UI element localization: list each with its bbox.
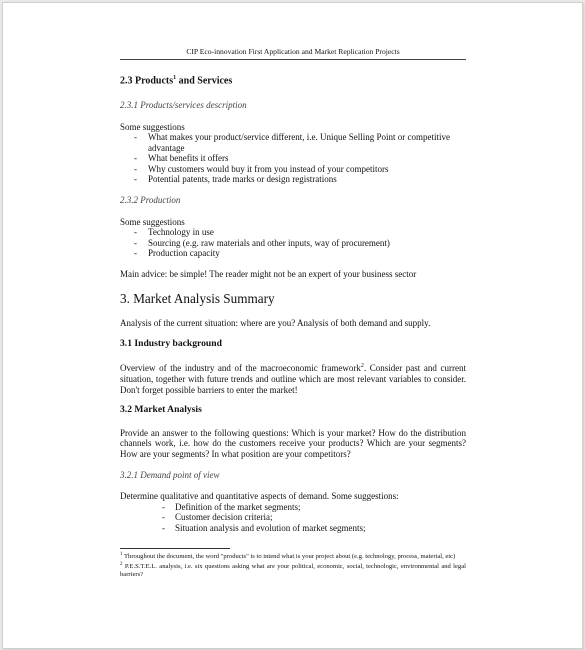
list-item: - What benefits it offers <box>120 153 466 164</box>
footnote-1-mark: 1 <box>120 551 123 557</box>
industry-background-text <box>120 361 466 395</box>
list-item: - Customer decision criteria; <box>120 512 466 523</box>
main-advice: Main advice: be simple! The reader might not be an expert of your business sector <box>120 269 417 280</box>
footnote-2-text: P.E.S.T.E.L. analysis, i.e. six questions asking what are your political, economic, social, technologic, environmental and legal barriers? <box>120 562 466 578</box>
section-3-2-heading: 3.2 Market Analysis <box>120 404 202 416</box>
subsection-2-3-2-heading: 2.3.2 Production <box>120 195 181 206</box>
industry-text-b: . Consider past and current situation, together with future trends and outline which are most relevant variables to consider. Don't forget possible barriers to enter the market! <box>120 363 466 395</box>
document-page <box>2 2 583 649</box>
suggestions-list-1 <box>120 132 466 185</box>
demand-list <box>120 502 466 534</box>
footnote-2-mark: 2 <box>120 561 123 567</box>
footnote-1-text: Throughout the document, the word "products" is to intend what is your project about (e.g. technology, process, material, etc) <box>122 552 456 560</box>
market-analysis-text: Provide an answer to the following questions: Which is your market? How do the distribution channels work, i.e. how do the customers receive your products? Which are your segments? How are your segments? In what position are your competitors? <box>120 427 466 459</box>
footnote-1 <box>120 551 466 561</box>
list-item: - Technology in use <box>120 227 466 238</box>
subsection-2-3-1-heading: 2.3.1 Products/services description <box>120 99 247 110</box>
list-item: - Sourcing (e.g. raw materials and other inputs, way of procurement) <box>120 238 466 249</box>
subsection-3-2-1-heading: 3.2.1 Demand point of view <box>120 469 220 480</box>
suggestions-list-2 <box>120 227 466 259</box>
list-item: - Definition of the market segments; <box>120 502 466 513</box>
footnote-ref-2[interactable]: 2 <box>360 363 364 370</box>
demand-intro: Determine qualitative and quantitative aspects of demand. Some suggestions: <box>120 491 399 502</box>
page-content <box>120 73 466 579</box>
section-3-heading: 3. Market Analysis Summary <box>120 290 275 306</box>
industry-text-a: Overview of the industry and of the macroeconomic framework <box>120 363 361 374</box>
list-item: - Why customers would buy it from you instead of your competitors <box>120 164 466 175</box>
list-item: - Production capacity <box>120 248 466 259</box>
footnote-ref-1[interactable]: 1 <box>173 75 177 81</box>
footnote-2 <box>120 561 466 579</box>
running-header: CIP Eco-innovation First Application and Market Replication Projects <box>120 47 466 60</box>
section-3-intro: Analysis of the current situation: where are you? Analysis of both demand and supply. <box>120 318 431 329</box>
list-item: - Situation analysis and evolution of market segments; <box>120 523 466 534</box>
footnote-separator <box>120 548 230 549</box>
section-2-3-title: 2.3 Products <box>120 75 174 87</box>
suggestions-intro-2: Some suggestions <box>120 216 185 227</box>
section-3-1-heading: 3.1 Industry background <box>120 337 222 349</box>
suggestions-intro-1: Some suggestions <box>120 121 185 132</box>
section-2-3-heading <box>120 73 466 87</box>
section-2-3-title-rest: and Services <box>176 75 233 87</box>
list-item: - Potential patents, trade marks or design registrations <box>120 174 466 185</box>
list-item: - What makes your product/service different, i.e. Unique Selling Point or competitive advantage <box>120 132 466 153</box>
